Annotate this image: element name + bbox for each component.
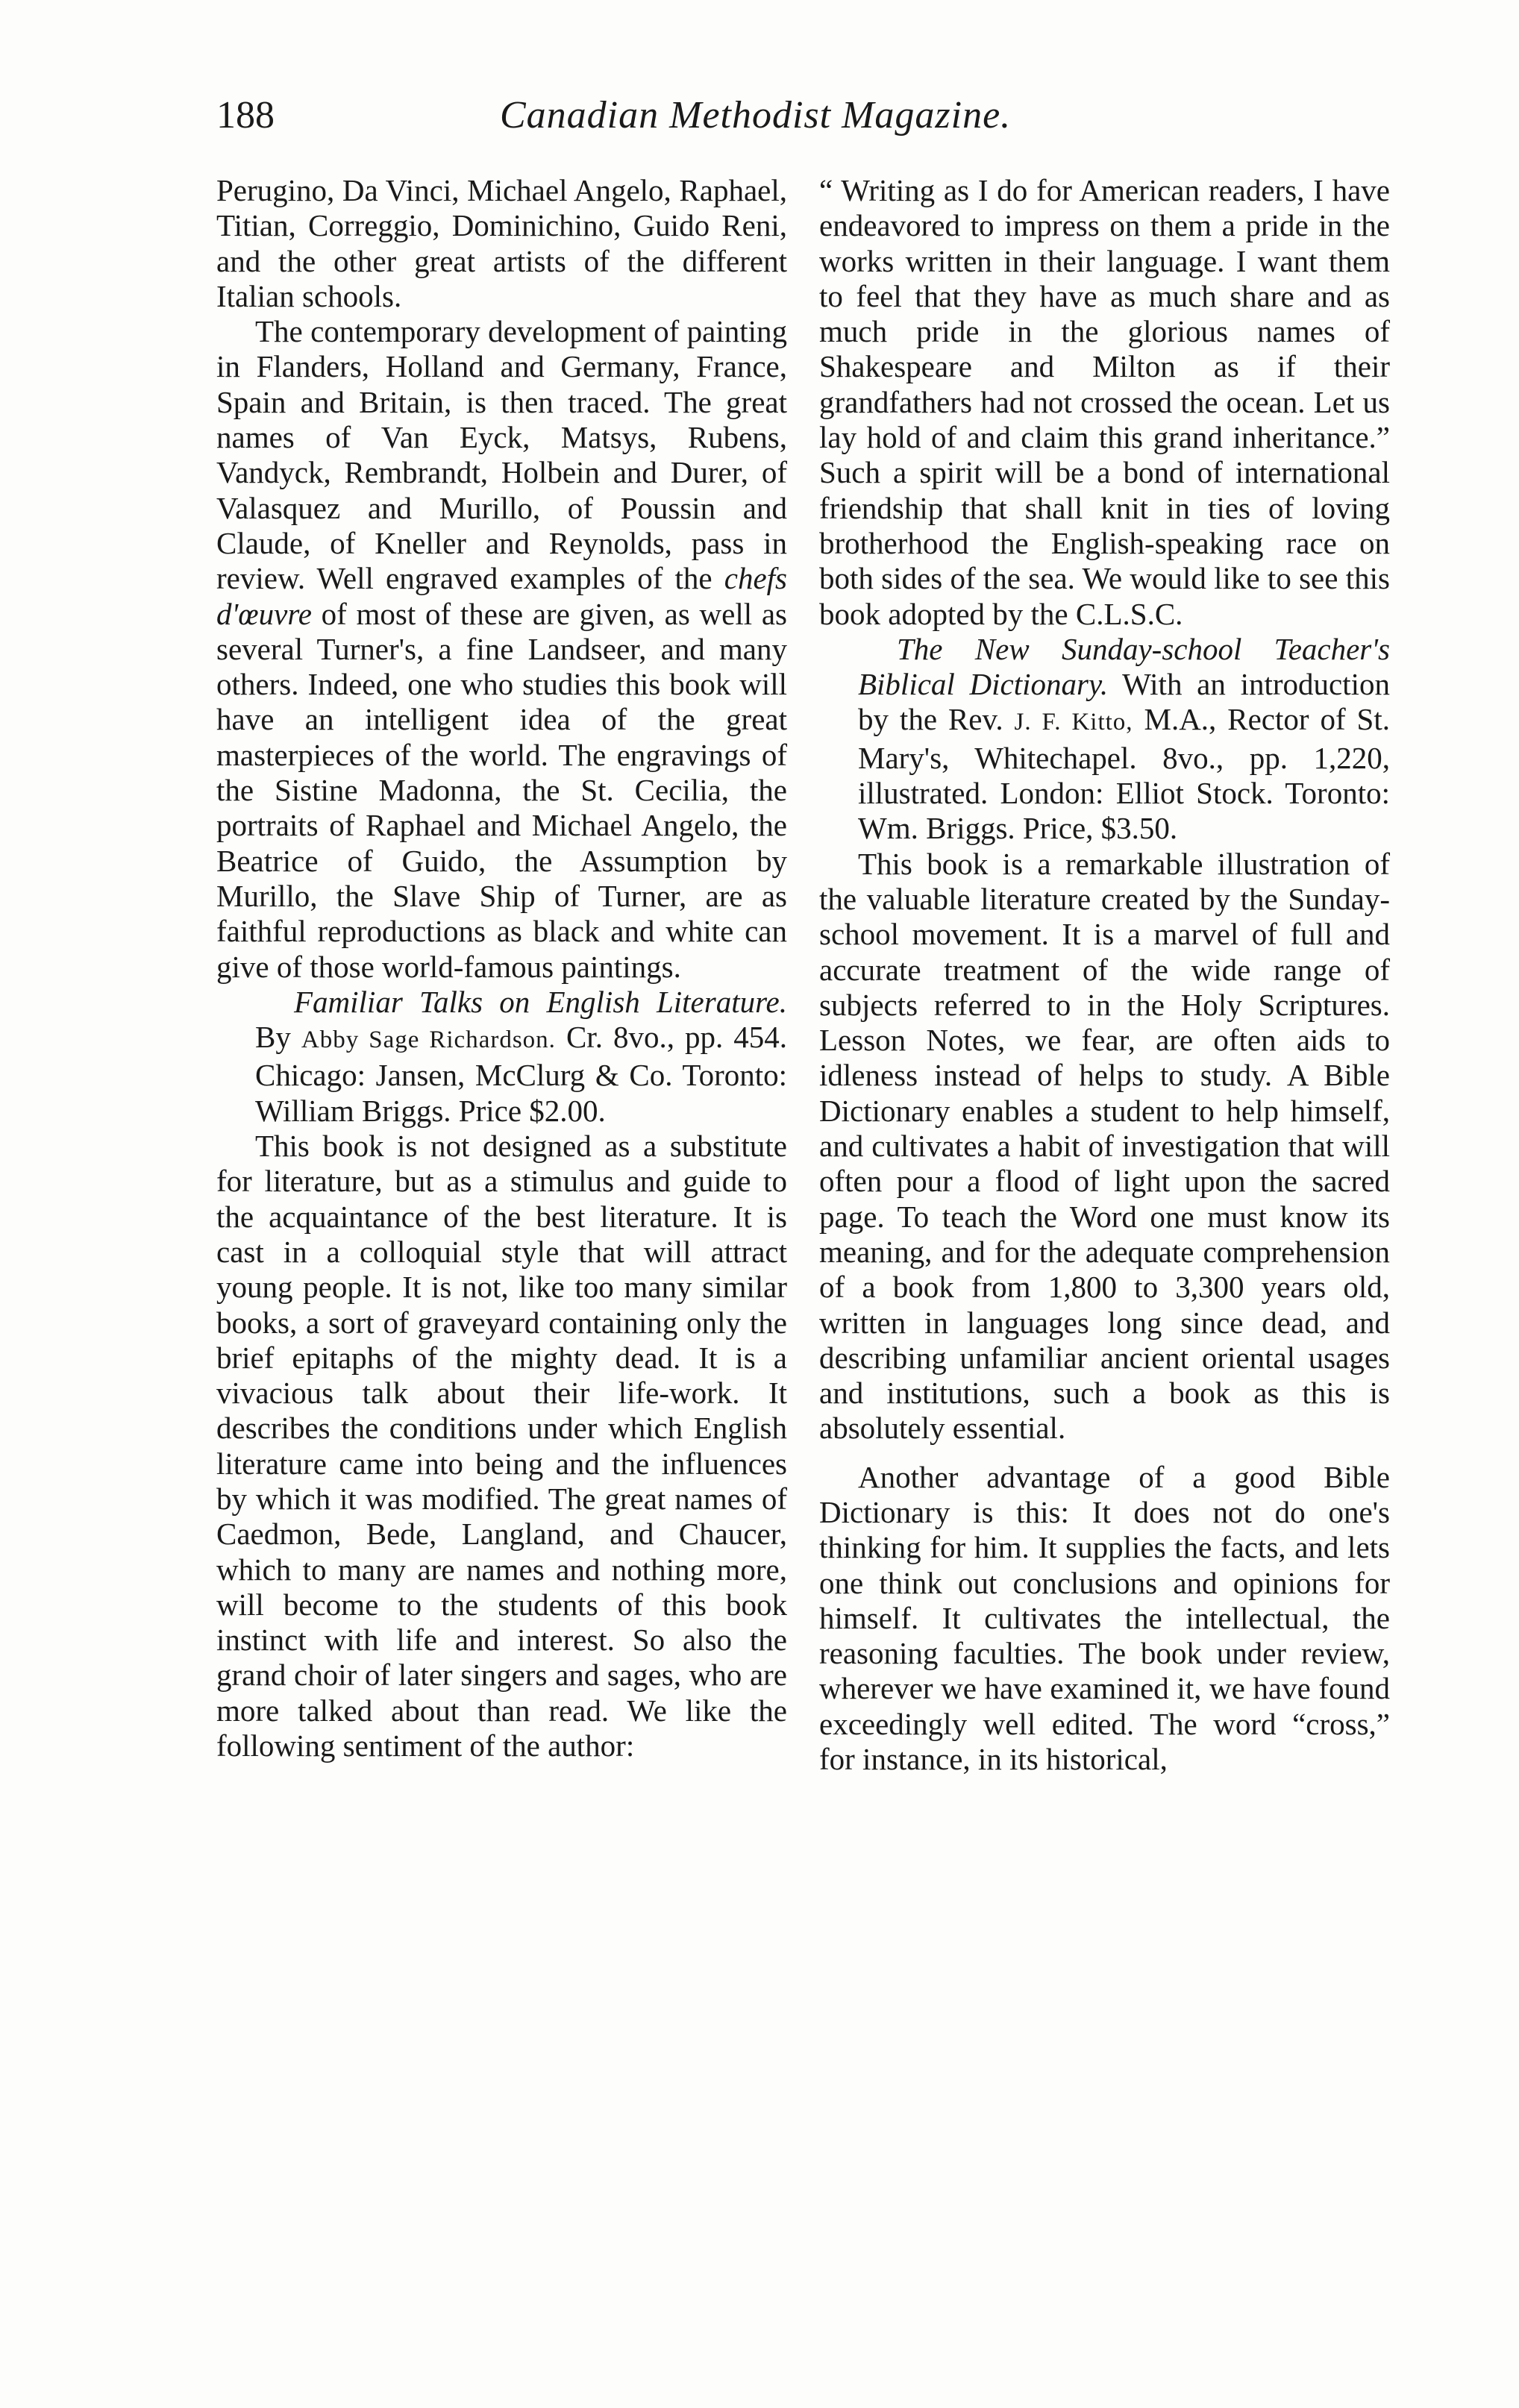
book-author: Abby Sage Richardson.	[301, 1026, 556, 1054]
right-paragraph-3: Another advantage of a good Bible Dictionary is this: It does not do one's thinking for him. It supplies the facts, and lets one think out conclusions and opinions for himself. It cultivates the intellectual, the reasoning faculties. The book under review, wherever we have examined it, we have found exceedingly well edited. The word “cross,” for instance, in its historical,	[819, 1459, 1390, 1777]
book-by: By	[255, 1020, 301, 1055]
book-intro: With an introduction by the Rev.	[858, 667, 1390, 737]
left-paragraph-2	[216, 314, 787, 985]
book-details: M.A., Rector of St. Mary's, Whitechapel. 8vo., pp. 1,220, illustrated. London: Elliot Stock. Toronto: Wm. Briggs. Price, $3.50.	[858, 702, 1390, 846]
running-header	[216, 82, 1395, 149]
book-title: Familiar Talks on English Literature.	[294, 984, 787, 1019]
left-column	[216, 173, 787, 1763]
book-notice-bible-dictionary	[819, 632, 1390, 847]
book-title: The New Sunday-school Teacher's Biblical Dictionary.	[858, 631, 1390, 702]
left-paragraph-3: This book is not designed as a substitute for literature, but as a stimulus and guide to the acquaintance of the best literature. It is cast in a colloquial style that will attract young people. It is not, like too many similar books, a sort of graveyard containing only the brief epitaphs of the mighty dead. It is a vivacious talk about their life-work. It describes the conditions under which English literature came into being and the influences by which it was modified. The great names of Caedmon, Bede, Langland, and Chaucer, which to many are names and nothing more, will become to the students of this book instinct with life and interest. So also the grand choir of later singers and sages, who are more talked about than read. We like the following sentiment of the author:	[216, 1129, 787, 1763]
book-details: Cr. 8vo., pp. 454. Chicago: Jansen, McClurg & Co. Toronto: William Briggs. Price $2.00.	[255, 1020, 787, 1128]
right-paragraph-2: This book is a remarkable illustration of the valuable literature created by the Sunday-school movement. It is a marvel of full and accurate treatment of the wide range of subjects referred to in the Holy Scriptures. Lesson Notes, we fear, are often aids to idleness instead of helps to study. A Bible Dictionary enables a student to help himself, and cultivates a habit of investigation that will often pour a flood of light upon the sacred page. To teach the Word one must know its meaning, and for the adequate comprehension of a book from 1,800 to 3,300 years old, written in languages long since dead, and describing unfamiliar ancient oriental usages and institutions, such a book as this is absolutely essential.	[819, 846, 1390, 1446]
chefs-doeuvre-phrase: chefs d'œuvre	[216, 561, 787, 631]
page-number: 188	[216, 94, 275, 137]
book-notice-familiar-talks	[216, 985, 787, 1129]
right-paragraph-1: “ Writing as I do for American readers, I have endeavored to impress on them a pride in the works written in their language. I want them to feel that they have as much share and as much pride in the glorious names of Shakespeare and Milton as if their grandfathers had not crossed the ocean. Let us lay hold of and claim this grand inheritance.” Such a spirit will be a bond of international friendship that shall knit in ties of loving brotherhood the English-speaking race on both sides of the sea. We would like to see this book adopted by the C.L.S.C.	[819, 173, 1390, 631]
left-paragraph-2-text-a: The contemporary development of painting in Flanders, Holland and Germany, France, Spain and Britain, is then traced. The great names of Van Eyck, Matsys, Rubens, Vandyck, Rembrandt, Holbein and Durer, of Valasquez and Murillo, of Poussin and Claude, of Kneller and Reynolds, pass in review. Well engraved examples of the	[216, 314, 787, 596]
book-author: J. F. Kitto,	[1014, 709, 1133, 736]
right-column	[819, 173, 1390, 1777]
left-paragraph-1: Perugino, Da Vinci, Michael Angelo, Raphael, Titian, Correggio, Dominichino, Guido Reni, and the other great artists of the different Italian schools.	[216, 173, 787, 313]
magazine-title: Canadian Methodist Magazine.	[500, 94, 1012, 137]
left-paragraph-2-text-b: of most of these are given, as well as several Turner's, a fine Landseer, and many others. Indeed, one who studies this book will have an intelligent idea of the great masterpieces of the world. The engravings of the Sistine Madonna, the St. Cecilia, the portraits of Raphael and Michael Angelo, the Beatrice of Guido, the Assumption by Murillo, the Slave Ship of Turner, are as faithful reproductions as black and white can give of those world-famous paintings.	[216, 596, 787, 984]
